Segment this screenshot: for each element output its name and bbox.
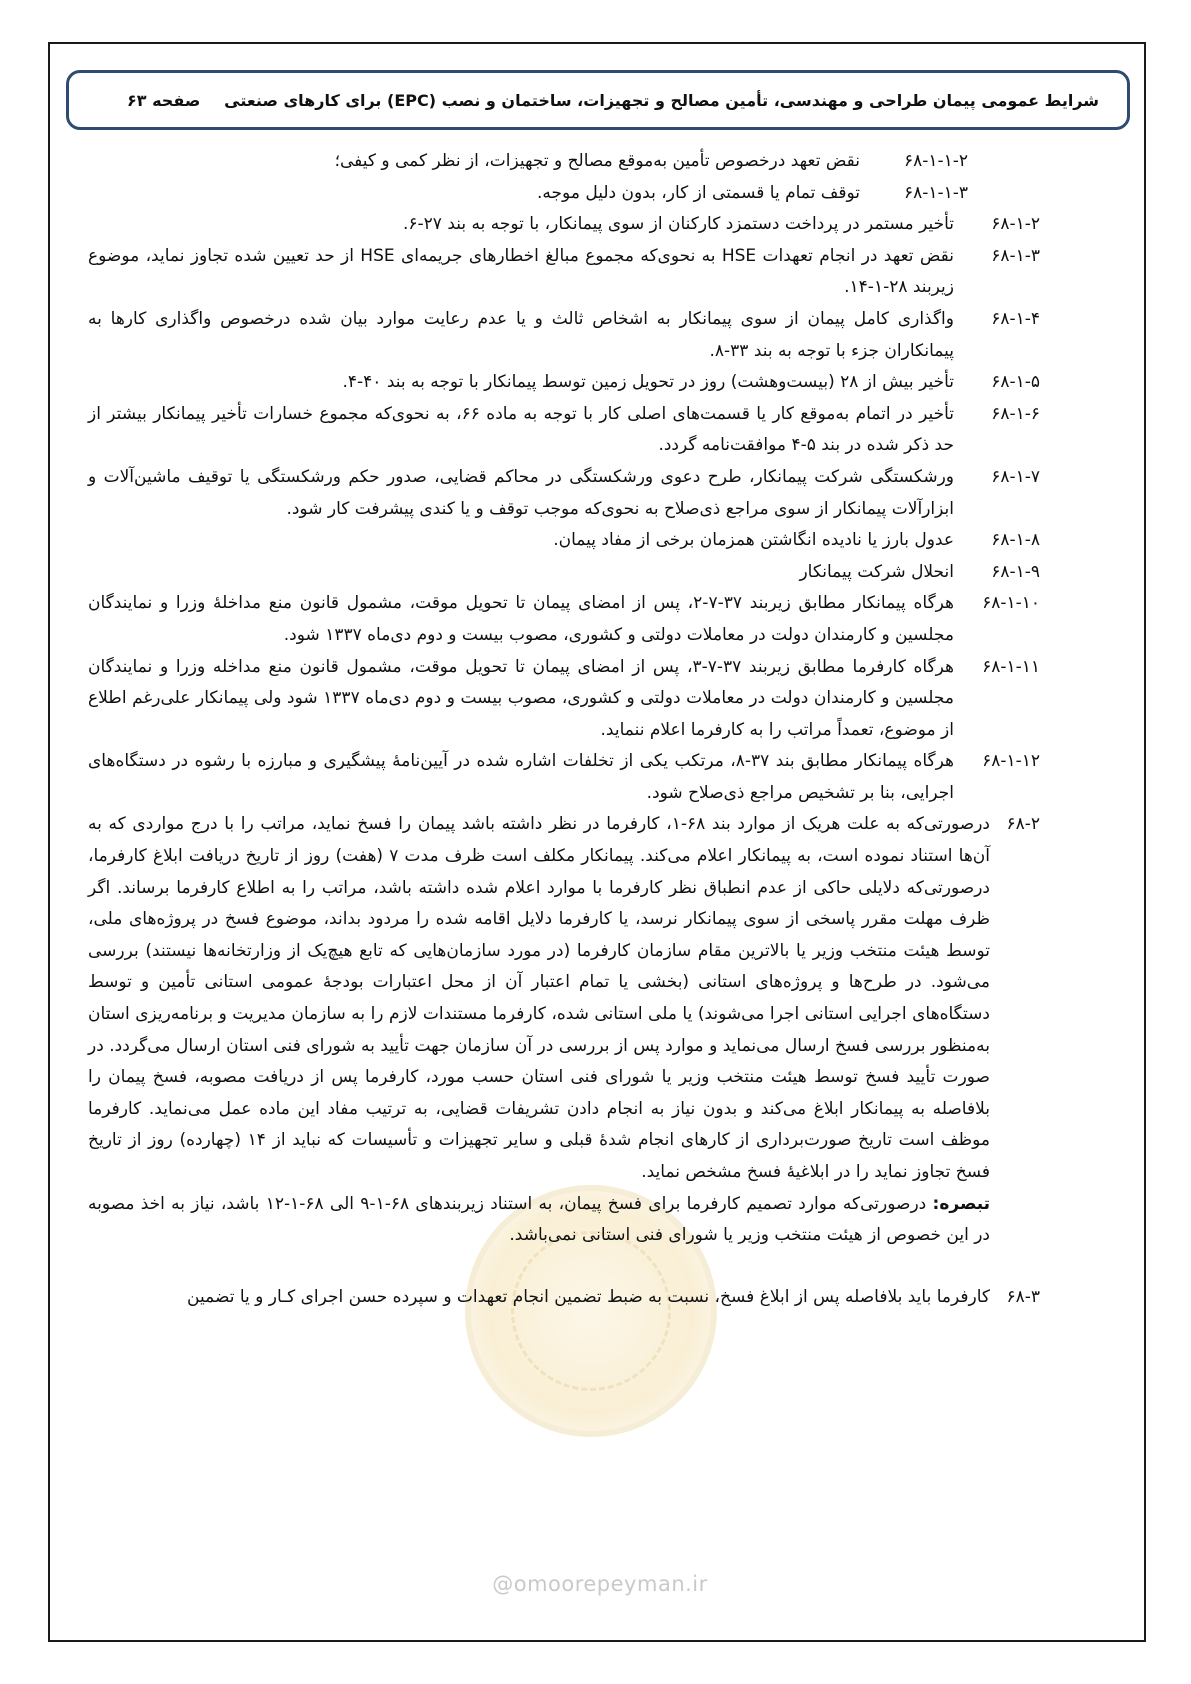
clause-number: ۶۸-۱-۷: [991, 466, 1040, 487]
clause-68-1-4: [88, 304, 1040, 367]
clause-68-1-3: [88, 241, 1040, 304]
note-label: تبصره:: [932, 1193, 991, 1214]
clause-68-1-1-3: [88, 178, 1040, 210]
clause-68-3: [88, 1282, 1040, 1314]
clause-68-2: [88, 809, 1040, 1188]
clause-text: هرگاه پیمانکار مطابق زیربند ۳۷-۷-۲، پس از امضای پیمان تا تحویل موقت، مشمول قانون منع مداخلهٔ وزرا و نمایندگان مجلسین و کارمندان دولت در معاملات دولتی و کشوری، مصوب بیست و دوم دی‌ماه ۱۳۳۷ شود.: [88, 593, 955, 645]
clause-text: نقض تعهد درخصوص تأمین به‌موقع مصالح و تجهیزات، از نظر کمی و کیفی؛: [334, 151, 860, 171]
note-text: درصورتی‌که موارد تصمیم کارفرما برای فسخ پیمان، به استناد زیربندهای ۶۸-۱-۹ الی ۶۸-۱-۱۲ باشد، نیاز به اخذ مصوبه در این خصوص از هیئت منتخب وزیر یا شورای فنی استانی نمی‌باشد.: [88, 1193, 990, 1246]
clause-text: هرگاه پیمانکار مطابق بند ۳۷-۸، مرتکب یکی از تخلفات اشاره شده در آیین‌نامهٔ پیشگیری و مبارزه با رشوه در دستگاه‌های اجرایی، بنا بر تشخیص مراجع ذی‌صلاح شود.: [88, 751, 954, 803]
clause-text: تأخیر بیش از ۲۸ (بیست‌وهشت) روز در تحویل زمین توسط پیمانکار با توجه به بند ۴۰-۴.: [342, 372, 954, 393]
clause-number: ۶۸-۱-۱-۲: [903, 151, 968, 171]
clause-68-1-1-2: [88, 146, 1040, 178]
document-body: [88, 146, 1040, 1313]
clause-number: ۶۸-۱-۸: [991, 530, 1040, 551]
clause-text: کارفرما باید بلافاصله پس از ابلاغ فسخ، نسبت به ضبط تضمین انجام تعهدات و سپرده حسن اجرای کـار و یا تضمین: [187, 1286, 990, 1307]
spacer: [88, 1252, 1040, 1282]
clause-number: ۶۸-۱-۵: [991, 372, 1040, 393]
clause-text: نقض تعهد در انجام تعهدات HSE به نحوی‌که مجموع مبالغ اخطارهای جریمه‌ای HSE از حد تعیین شده تجاوز نماید، موضوع زیربند ۲۸-۱-۱۴.: [88, 245, 954, 298]
clause-text: درصورتی‌که به علت هریک از موارد بند ۶۸-۱، کارفرما در نظر داشته باشد پیمان را فسخ نماید، مراتب را با درج مواردی که به آن‌ها استناد نموده است، به پیمانکار اعلام می‌کند. پیمانکار مکلف است ظرف مدت ۷ (هفت) روز از تاریخ دریافت ابلاغ کارفرما، درصورتی‌که دلایلی حاکی از عدم انطباق نظر کارفرما با موارد اعلام شده داشته باشد، مراتب را به اطلاع کارفرما برساند. اگر ظرف مهلت مقرر پاسخی از سوی پیمانکار نرسد، یا کارفرما دلایل اقامه شده را مردود بداند، موضوع فسخ در پروژه‌های ملی، توسط هیئت منتخب وزیر یا بالاترین مقام سازمان کارفرما (در مورد سازمان‌هایی که تابع هیچ‌یک از وزارتخانه‌ها نیستند) بررسی می‌شود. در طرح‌ها و پروژه‌های استانی (بخشی یا تمام اعتبار آن از محل اعتبارات بودجهٔ عمومی استانی تأمین و توسط دستگاه‌های اجرایی استانی اجرا می‌شوند) یا ملی استانی شده، کارفرما مستندات لازم را به سازمان مدیریت و برنامه‌ریزی استان به‌منظور بررسی فسخ ارسال می‌نماید و موارد پس از بررسی در آن سازمان جهت تأیید به شورای فنی استان ارسال می‌گردد. در صورت تأیید فسخ توسط هیئت منتخب وزیر یا شورای فنی استان حسب مورد، کارفرما پس از دریافت مصوبه، فسخ پیمان را بلافاصله به پیمانکار ابلاغ می‌کند و بدون نیاز به انجام دادن تشریفات قضایی، به ترتیب مفاد این ماده عمل می‌نماید. کارفرما موظف است تاریخ صورت‌برداری از کارهای انجام شدهٔ قبلی و سایر تجهیزات و تأسیسات که نباید از ۱۴ (چهارده) روز از تاریخ فسخ تجاوز نماید را در ابلاغیهٔ فسخ مشخص نماید.: [88, 814, 991, 1182]
clause-68-1-8: [88, 525, 1040, 557]
clause-number: ۶۸-۱-۱۰: [982, 593, 1040, 614]
clause-68-1-6: [88, 399, 1040, 462]
clause-text: تأخیر در اتمام به‌موقع کار یا قسمت‌های اصلی کار با توجه به ماده ۶۶، به نحوی‌که مجموع خسارات تأخیر پیمانکار بیشتر از حد ذکر شده در بند ۵-۴ موافقت‌نامه گردد.: [88, 403, 955, 456]
clause-text: ورشکستگی شرکت پیمانکار، طرح دعوی ورشکستگی در محاکم قضایی، صدور حکم ورشکستگی یا توقیف ماشین‌آلات و ابزارآلات پیمانکار از سوی مراجع ذی‌صلاح به نحوی‌که موجب توقف و یا کندی پیشرفت کار شود.: [88, 466, 954, 519]
clause-number: ۶۸-۱-۹: [991, 561, 1040, 582]
clause-number: ۶۸-۱-۲: [991, 214, 1040, 235]
clause-text: هرگاه کارفرما مطابق زیربند ۳۷-۷-۳، پس از امضای پیمان تا تحویل موقت، مشمول قانون منع مداخله وزرا و نمایندگان مجلسین و کارمندان دولت در معاملات دولتی و کشوری، مصوب بیست و دوم دی‌ماه ۱۳۳۷ شود ولی پیمانکار علی‌رغم اطلاع از موضوع، تعمداً مراتب را به کارفرما اعلام ننماید.: [88, 656, 954, 740]
clause-68-1-10: [88, 588, 1040, 651]
header-title: شرایط عمومی پیمان طراحی و مهندسی، تأمین مصالح و تجهیزات، ساختمان و نصب (EPC) برای کارهای صنعتی: [224, 90, 1099, 110]
note-block: [88, 1189, 1040, 1252]
clause-68-1-11: [88, 652, 1040, 747]
clause-text: عدول بارز یا نادیده انگاشتن همزمان برخی از مفاد پیمان.: [553, 530, 954, 551]
clause-68-1-7: [88, 462, 1040, 525]
clause-number: ۶۸-۱-۴: [991, 308, 1040, 329]
clause-68-1-12: [88, 746, 1040, 809]
page-header: [66, 70, 1130, 130]
clause-number: ۶۸-۱-۶: [991, 403, 1040, 424]
watermark-site: @omoorepeyman.ir: [492, 1572, 708, 1596]
clause-number: ۶۸-۳: [1006, 1286, 1040, 1307]
clause-68-1-5: [88, 367, 1040, 399]
clause-number: ۶۸-۱-۱۲: [982, 751, 1040, 772]
page-number: صفحه ۶۳: [127, 90, 201, 110]
clause-text: توقف تمام یا قسمتی از کار، بدون دلیل موجه.: [537, 182, 860, 203]
clause-68-1-9: [88, 557, 1040, 589]
clause-text: واگذاری کامل پیمان از سوی پیمانکار به اشخاص ثالث و یا عدم رعایت موارد بیان شده درخصوص واگذاری کارها به پیمانکاران جزء با توجه به بند ۳۳-۸.: [88, 308, 954, 361]
clause-text: انحلال شرکت پیمانکار: [799, 561, 954, 582]
clause-number: ۶۸-۱-۱۱: [982, 656, 1040, 677]
clause-number: ۶۸-۱-۱-۳: [903, 182, 968, 203]
clause-number: ۶۸-۲: [1006, 814, 1040, 835]
clause-68-1-2: [88, 209, 1040, 241]
clause-number: ۶۸-۱-۳: [991, 245, 1040, 266]
clause-text: تأخیر مستمر در پرداخت دستمزد کارکنان از سوی پیمانکار، با توجه به بند ۲۷-۶.: [402, 214, 954, 235]
note-content: [88, 1189, 990, 1252]
